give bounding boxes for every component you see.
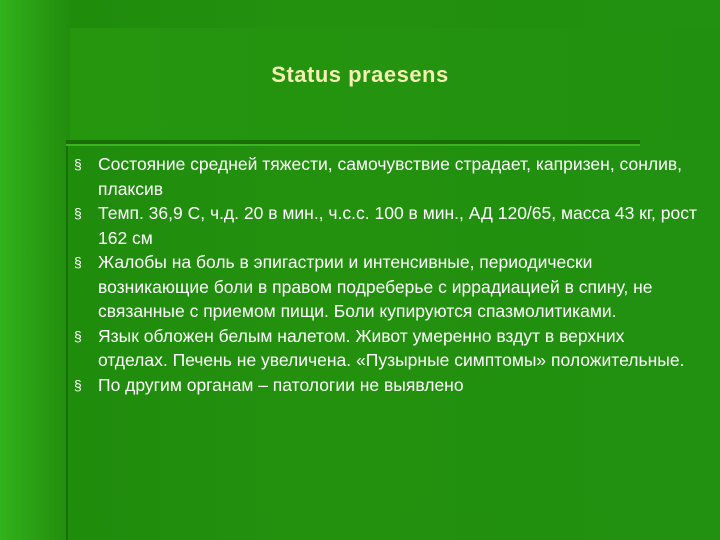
bullet-marker-icon: §	[74, 254, 82, 270]
left-accent-band	[0, 0, 70, 540]
bullet-marker-icon: §	[74, 327, 82, 344]
title-divider-highlight	[66, 144, 640, 146]
slide-title: Status praesens	[271, 62, 449, 87]
bullet-item	[74, 373, 698, 398]
bullet-item	[74, 201, 698, 250]
bullet-marker-icon: §	[74, 376, 82, 393]
bullet-text: Состояние средней тяжести, самочувствие страдает, капризен, сонлив, плаксив	[98, 154, 683, 199]
bullet-item	[74, 250, 698, 324]
bullet-text: Жалобы на боль в эпигастрии и интенсивные, периодически возникающие боли в правом подреберье с иррадиацией в спину, не связанные с приемом пищи. Боли купируются спазмолитиками.	[98, 252, 653, 321]
bullet-text: По другим органам – патологии не выявлено	[98, 374, 464, 395]
bullet-item	[74, 324, 698, 373]
bullet-marker-icon: §	[74, 205, 82, 221]
bullet-text: Язык обложен белым налетом. Живот умеренно вздут в верхних отделах. Печень не увеличена. «Пузырные симптомы» положительные.	[98, 325, 685, 370]
bullet-text: Темп. 36,9 С, ч.д. 20 в мин., ч.с.с. 100 в мин., АД 120/65, масса 43 кг, рост 162 см	[98, 203, 698, 248]
content-vertical-rule	[66, 146, 68, 540]
bullet-item	[74, 152, 698, 201]
bullet-list	[74, 152, 698, 397]
bullet-marker-icon: §	[74, 156, 82, 172]
